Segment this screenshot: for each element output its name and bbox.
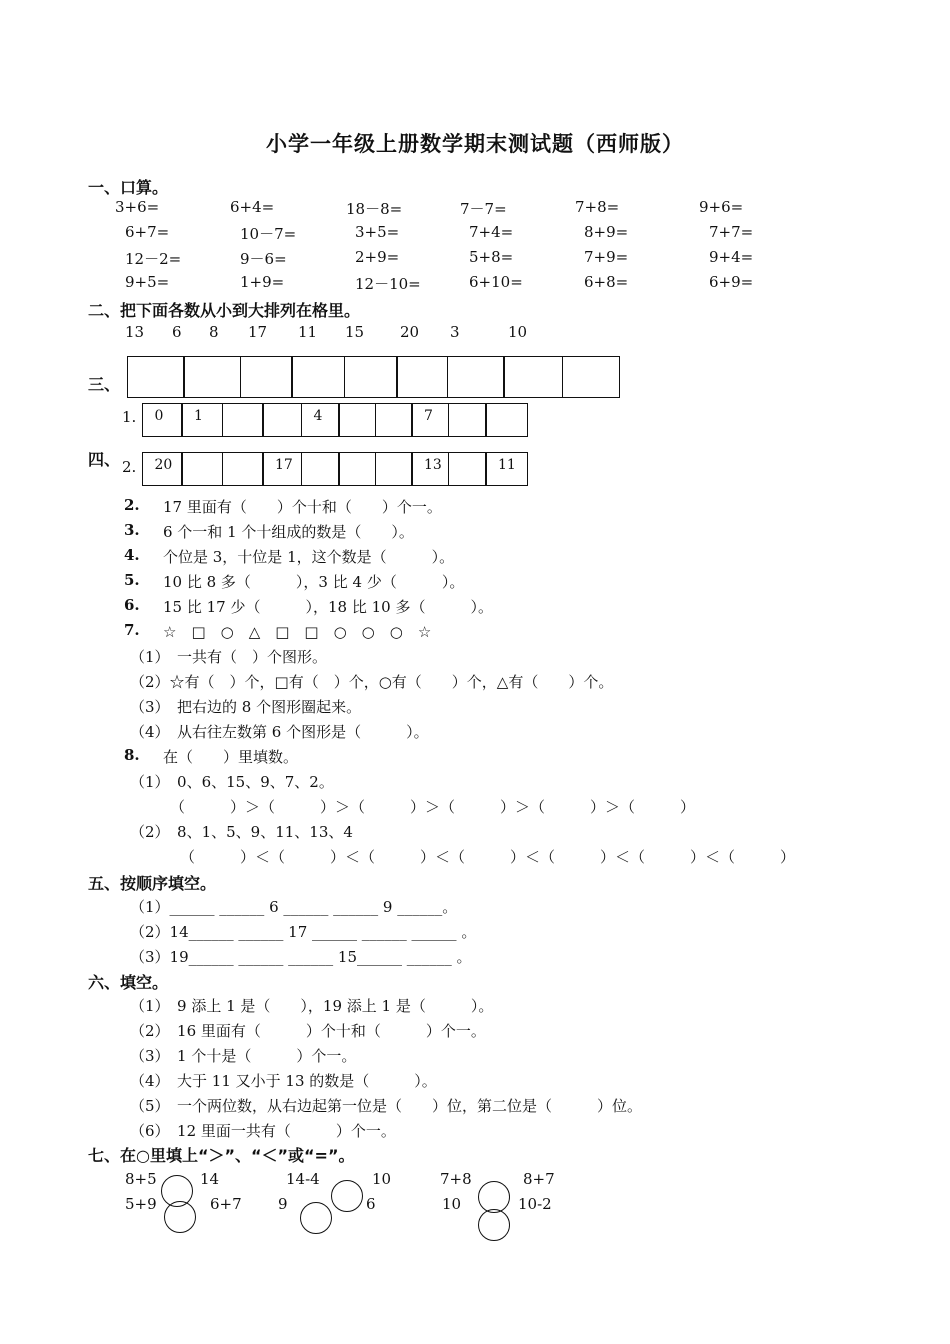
compare-right: 6 <box>366 1195 376 1213</box>
math-item: 7+7= <box>709 223 754 241</box>
compare-right: 14 <box>200 1170 220 1188</box>
q2-text: 17 里面有（ ）个十和（ ）个一。 <box>163 498 442 516</box>
math-item: 12－10= <box>355 275 421 293</box>
q4-text: 个位是 3，十位是 1，这个数是（ ）。 <box>163 548 455 566</box>
compare-left: 7+8 <box>440 1170 472 1188</box>
section-5-heading: 五、按顺序填空。 <box>88 874 217 893</box>
number-cell[interactable] <box>222 452 264 486</box>
number-cell[interactable] <box>262 452 302 486</box>
compare-right: 6+7 <box>210 1195 242 1213</box>
cell-value: 13 <box>424 457 442 473</box>
q8-1-blanks: （ ）＞（ ）＞（ ）＞（ ）＞（ ）＞（ ） <box>170 798 696 816</box>
number-item: 17 <box>248 323 268 341</box>
q8-2: （2） 8、1、5、9、11、13、4 <box>130 823 353 841</box>
q7-2: （2）☆有（ ）个，□有（ ）个，○有（ ）个，△有（ ）个。 <box>130 673 614 691</box>
number-cell[interactable] <box>375 452 413 486</box>
answer-cell[interactable] <box>503 356 563 398</box>
number-row-1 <box>143 403 528 437</box>
fill-6: （6） 12 里面一共有（ ）个一。 <box>130 1122 396 1140</box>
q7-4: （4） 从右往左数第 6 个图形是（ ）。 <box>130 723 429 741</box>
cell-value: 20 <box>154 457 173 473</box>
math-item: 3+6= <box>115 198 160 216</box>
math-item: 7+9= <box>584 248 629 266</box>
fill-2: （2） 16 里面有（ ）个十和（ ）个一。 <box>130 1022 486 1040</box>
q3-number: 3. <box>124 521 140 539</box>
compare-left: 10 <box>442 1195 462 1213</box>
q8-1: （1） 0、6、15、9、7、2。 <box>130 773 334 791</box>
cell-value: 17 <box>275 457 293 473</box>
math-item: 7+8= <box>575 198 620 216</box>
number-cell[interactable] <box>181 452 223 486</box>
number-cell[interactable] <box>301 403 340 437</box>
section-6-heading: 六、填空。 <box>88 973 169 992</box>
cell-value: 11 <box>498 457 516 473</box>
answer-cell[interactable] <box>291 356 345 398</box>
cell-value: 7 <box>424 408 433 424</box>
math-item: 8+9= <box>584 223 629 241</box>
math-item: 9+6= <box>699 198 744 216</box>
q8-text: 在（ ）里填数。 <box>163 748 299 766</box>
answer-cell[interactable] <box>447 356 505 398</box>
number-cell[interactable] <box>142 452 183 486</box>
math-item: 9+4= <box>709 248 754 266</box>
seq-3: （3）19______ ______ ______ 15______ ______ 。 <box>130 948 472 966</box>
number-cell[interactable] <box>448 403 487 437</box>
number-item: 8 <box>209 323 219 341</box>
math-item: 6+10= <box>469 273 523 291</box>
answer-cell[interactable] <box>344 356 398 398</box>
number-item: 3 <box>450 323 460 341</box>
q8-number: 8. <box>124 746 140 764</box>
math-item: 9－6= <box>240 250 287 268</box>
math-item: 10－7= <box>240 225 297 243</box>
fill-5: （5） 一个两位数，从右边起第一位是（ ）位，第二位是（ ）位。 <box>130 1097 643 1115</box>
section-4-heading: 四、 <box>88 450 121 469</box>
q7-shapes: ☆ □ ○ △ □ □ ○ ○ ○ ☆ <box>163 623 432 641</box>
math-item: 5+8= <box>469 248 514 266</box>
compare-circle[interactable] <box>300 1202 332 1234</box>
q5-number: 5. <box>124 571 140 589</box>
compare-left: 9 <box>278 1195 288 1213</box>
math-item: 18－8= <box>346 200 403 218</box>
number-cell[interactable] <box>485 452 528 486</box>
section-3-heading: 三、 <box>88 375 121 394</box>
cell-value: 0 <box>154 408 164 424</box>
math-item: 3+5= <box>355 223 400 241</box>
compare-right: 8+7 <box>523 1170 555 1188</box>
section-7-heading: 七、在○里填上“＞”、“＜”或“=”。 <box>88 1146 355 1165</box>
number-cell[interactable] <box>485 403 528 437</box>
math-item: 6+8= <box>584 273 629 291</box>
number-cell[interactable] <box>142 403 183 437</box>
number-cell[interactable] <box>375 403 413 437</box>
seq-2: （2）14______ ______ 17 ______ ______ ______ 。 <box>130 923 477 941</box>
fill-4: （4） 大于 11 又小于 13 的数是（ ）。 <box>130 1072 437 1090</box>
q5-text: 10 比 8 多（ ），3 比 4 少（ ）。 <box>163 573 465 591</box>
compare-circle[interactable] <box>164 1201 196 1233</box>
number-item: 13 <box>125 323 145 341</box>
q7-1: （1） 一共有（ ）个图形。 <box>130 648 328 666</box>
q2-number: 2. <box>124 496 140 514</box>
fill-1: （1） 9 添上 1 是（ ），19 添上 1 是（ ）。 <box>130 997 494 1015</box>
seq-1: （1）______ ______ 6 ______ ______ 9 ______。 <box>130 898 458 916</box>
math-item: 7－7= <box>460 200 507 218</box>
number-cell[interactable] <box>338 403 376 437</box>
number-item: 11 <box>298 323 318 341</box>
answer-grid <box>128 356 620 398</box>
math-item: 6+7= <box>125 223 170 241</box>
number-cell[interactable] <box>301 452 340 486</box>
number-cell[interactable] <box>181 403 223 437</box>
number-cell[interactable] <box>338 452 376 486</box>
number-cell[interactable] <box>448 452 487 486</box>
number-item: 10 <box>508 323 528 341</box>
number-cell[interactable] <box>262 403 302 437</box>
row1-label: 1. <box>122 408 137 426</box>
row2-label: 2. <box>122 458 137 476</box>
compare-circle[interactable] <box>331 1180 363 1212</box>
answer-cell[interactable] <box>396 356 448 398</box>
fill-3: （3） 1 个十是（ ）个一。 <box>130 1047 357 1065</box>
compare-right: 10 <box>372 1170 392 1188</box>
compare-circle[interactable] <box>478 1209 510 1241</box>
number-cell[interactable] <box>411 403 449 437</box>
math-item: 2+9= <box>355 248 400 266</box>
number-item: 15 <box>345 323 365 341</box>
compare-left: 8+5 <box>125 1170 157 1188</box>
q7-number: 7. <box>124 621 140 639</box>
math-item: 1+9= <box>240 273 285 291</box>
q8-2-blanks: （ ）＜（ ）＜（ ）＜（ ）＜（ ）＜（ ）＜（ ） <box>180 848 796 866</box>
math-item: 6+4= <box>230 198 275 216</box>
math-item: 12－2= <box>125 250 182 268</box>
number-cell[interactable] <box>222 403 264 437</box>
q7-3: （3） 把右边的 8 个图形圈起来。 <box>130 698 362 716</box>
cell-value: 1 <box>194 408 203 424</box>
answer-cell[interactable] <box>183 356 241 398</box>
number-cell[interactable] <box>411 452 449 486</box>
answer-cell[interactable] <box>127 356 185 398</box>
math-item: 9+5= <box>125 273 170 291</box>
compare-left: 5+9 <box>125 1195 157 1213</box>
page-title: 小学一年级上册数学期末测试题（西师版） <box>266 132 684 156</box>
section-2-heading: 二、把下面各数从小到大排列在格里。 <box>88 301 361 320</box>
q6-number: 6. <box>124 596 140 614</box>
section-1-heading: 一、口算。 <box>88 178 169 197</box>
answer-cell[interactable] <box>240 356 293 398</box>
compare-left: 14-4 <box>286 1170 320 1188</box>
q3-text: 6 个一和 1 个十组成的数是（ ）。 <box>163 523 414 541</box>
math-item: 7+4= <box>469 223 514 241</box>
q6-text: 15 比 17 少（ ），18 比 10 多（ ）。 <box>163 598 493 616</box>
number-item: 20 <box>400 323 420 341</box>
math-item: 6+9= <box>709 273 754 291</box>
number-row-2 <box>143 452 528 486</box>
compare-right: 10-2 <box>518 1195 552 1213</box>
q4-number: 4. <box>124 546 140 564</box>
cell-value: 4 <box>313 408 323 424</box>
number-item: 6 <box>172 323 182 341</box>
answer-cell[interactable] <box>562 356 620 398</box>
